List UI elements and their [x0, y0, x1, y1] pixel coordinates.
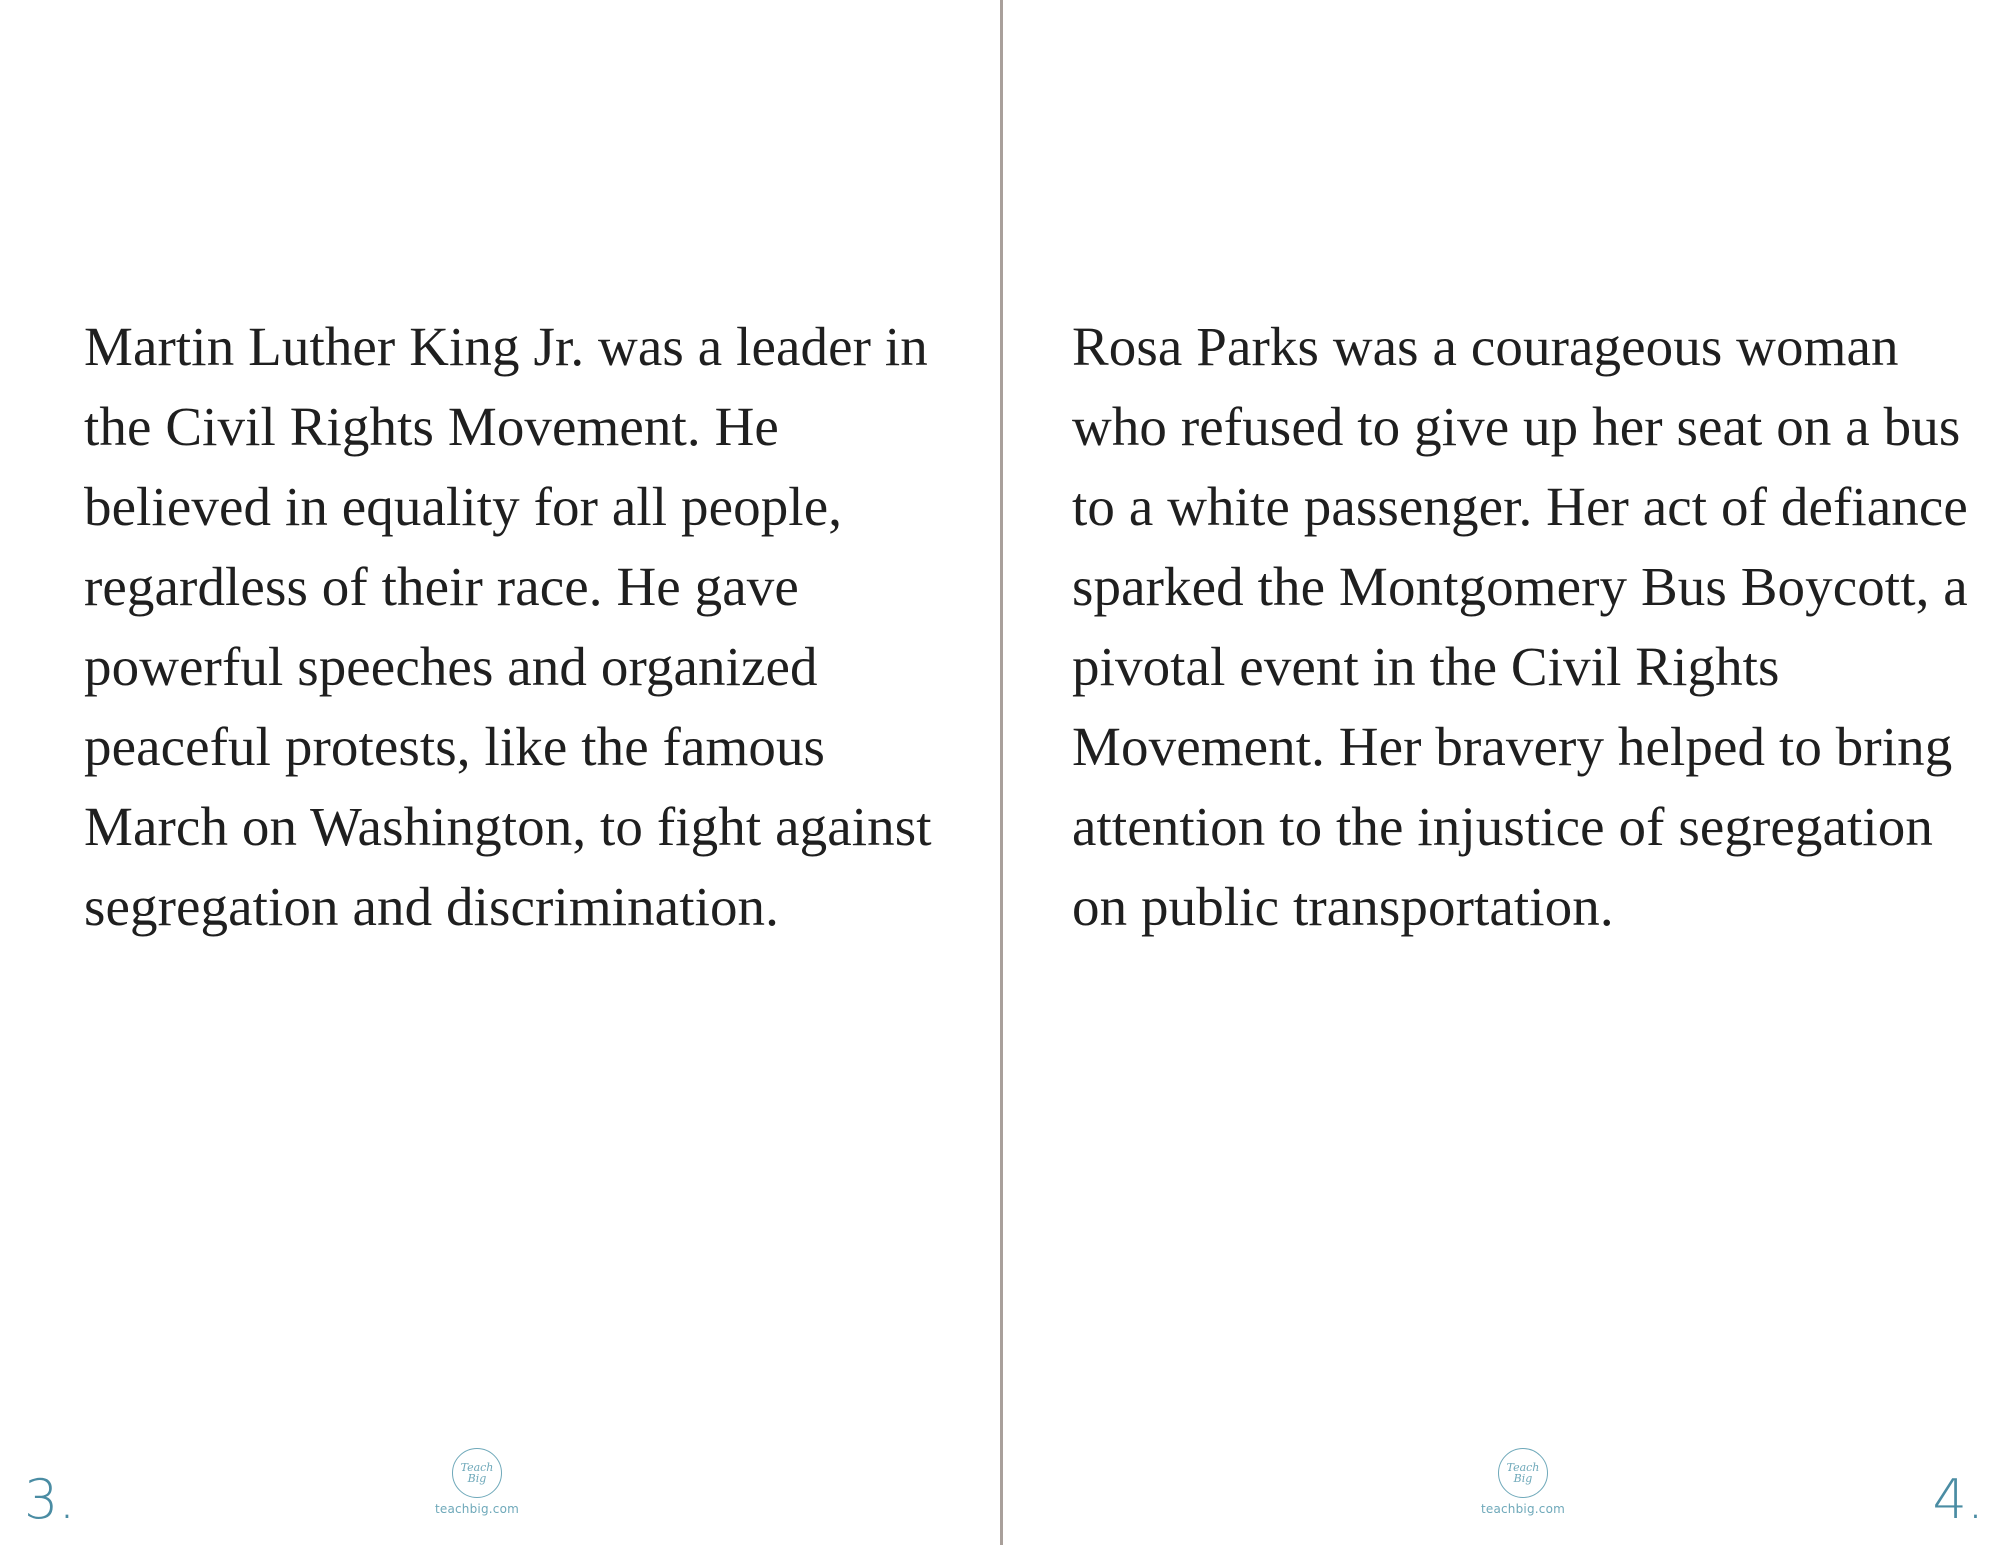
page-body-text: Rosa Parks was a courageous woman who refused to give up her seat on a bus to a white passenger. Her act of defiance sparked the Montgomery Bus Boycott, a pivotal event in the Civil Rights Movement. Her bravery helped to bring attention to the injustice of segregation on public transportation.	[1072, 316, 1968, 937]
logo-circle-icon	[1498, 1448, 1548, 1498]
logo-circle-icon	[452, 1448, 502, 1498]
logo-url: teachbig.com	[434, 1502, 520, 1516]
page-right	[1002, 0, 2000, 1545]
page-number: 4.	[1932, 1468, 1984, 1531]
teachbig-logo	[1468, 1448, 1578, 1516]
page-number: 3.	[24, 1468, 76, 1531]
logo-mark: Teach Big	[1506, 1461, 1540, 1485]
page-body-text: Martin Luther King Jr. was a leader in the Civil Rights Movement. He believed in equality for all people, regardless of their race. He gave powerful speeches and organized peaceful protests, like the famous March on Washington, to fight against segregation and discrimination.	[84, 316, 932, 937]
logo-mark: Teach Big	[460, 1461, 494, 1485]
logo-url: teachbig.com	[1480, 1502, 1566, 1516]
teachbig-logo	[422, 1448, 532, 1516]
